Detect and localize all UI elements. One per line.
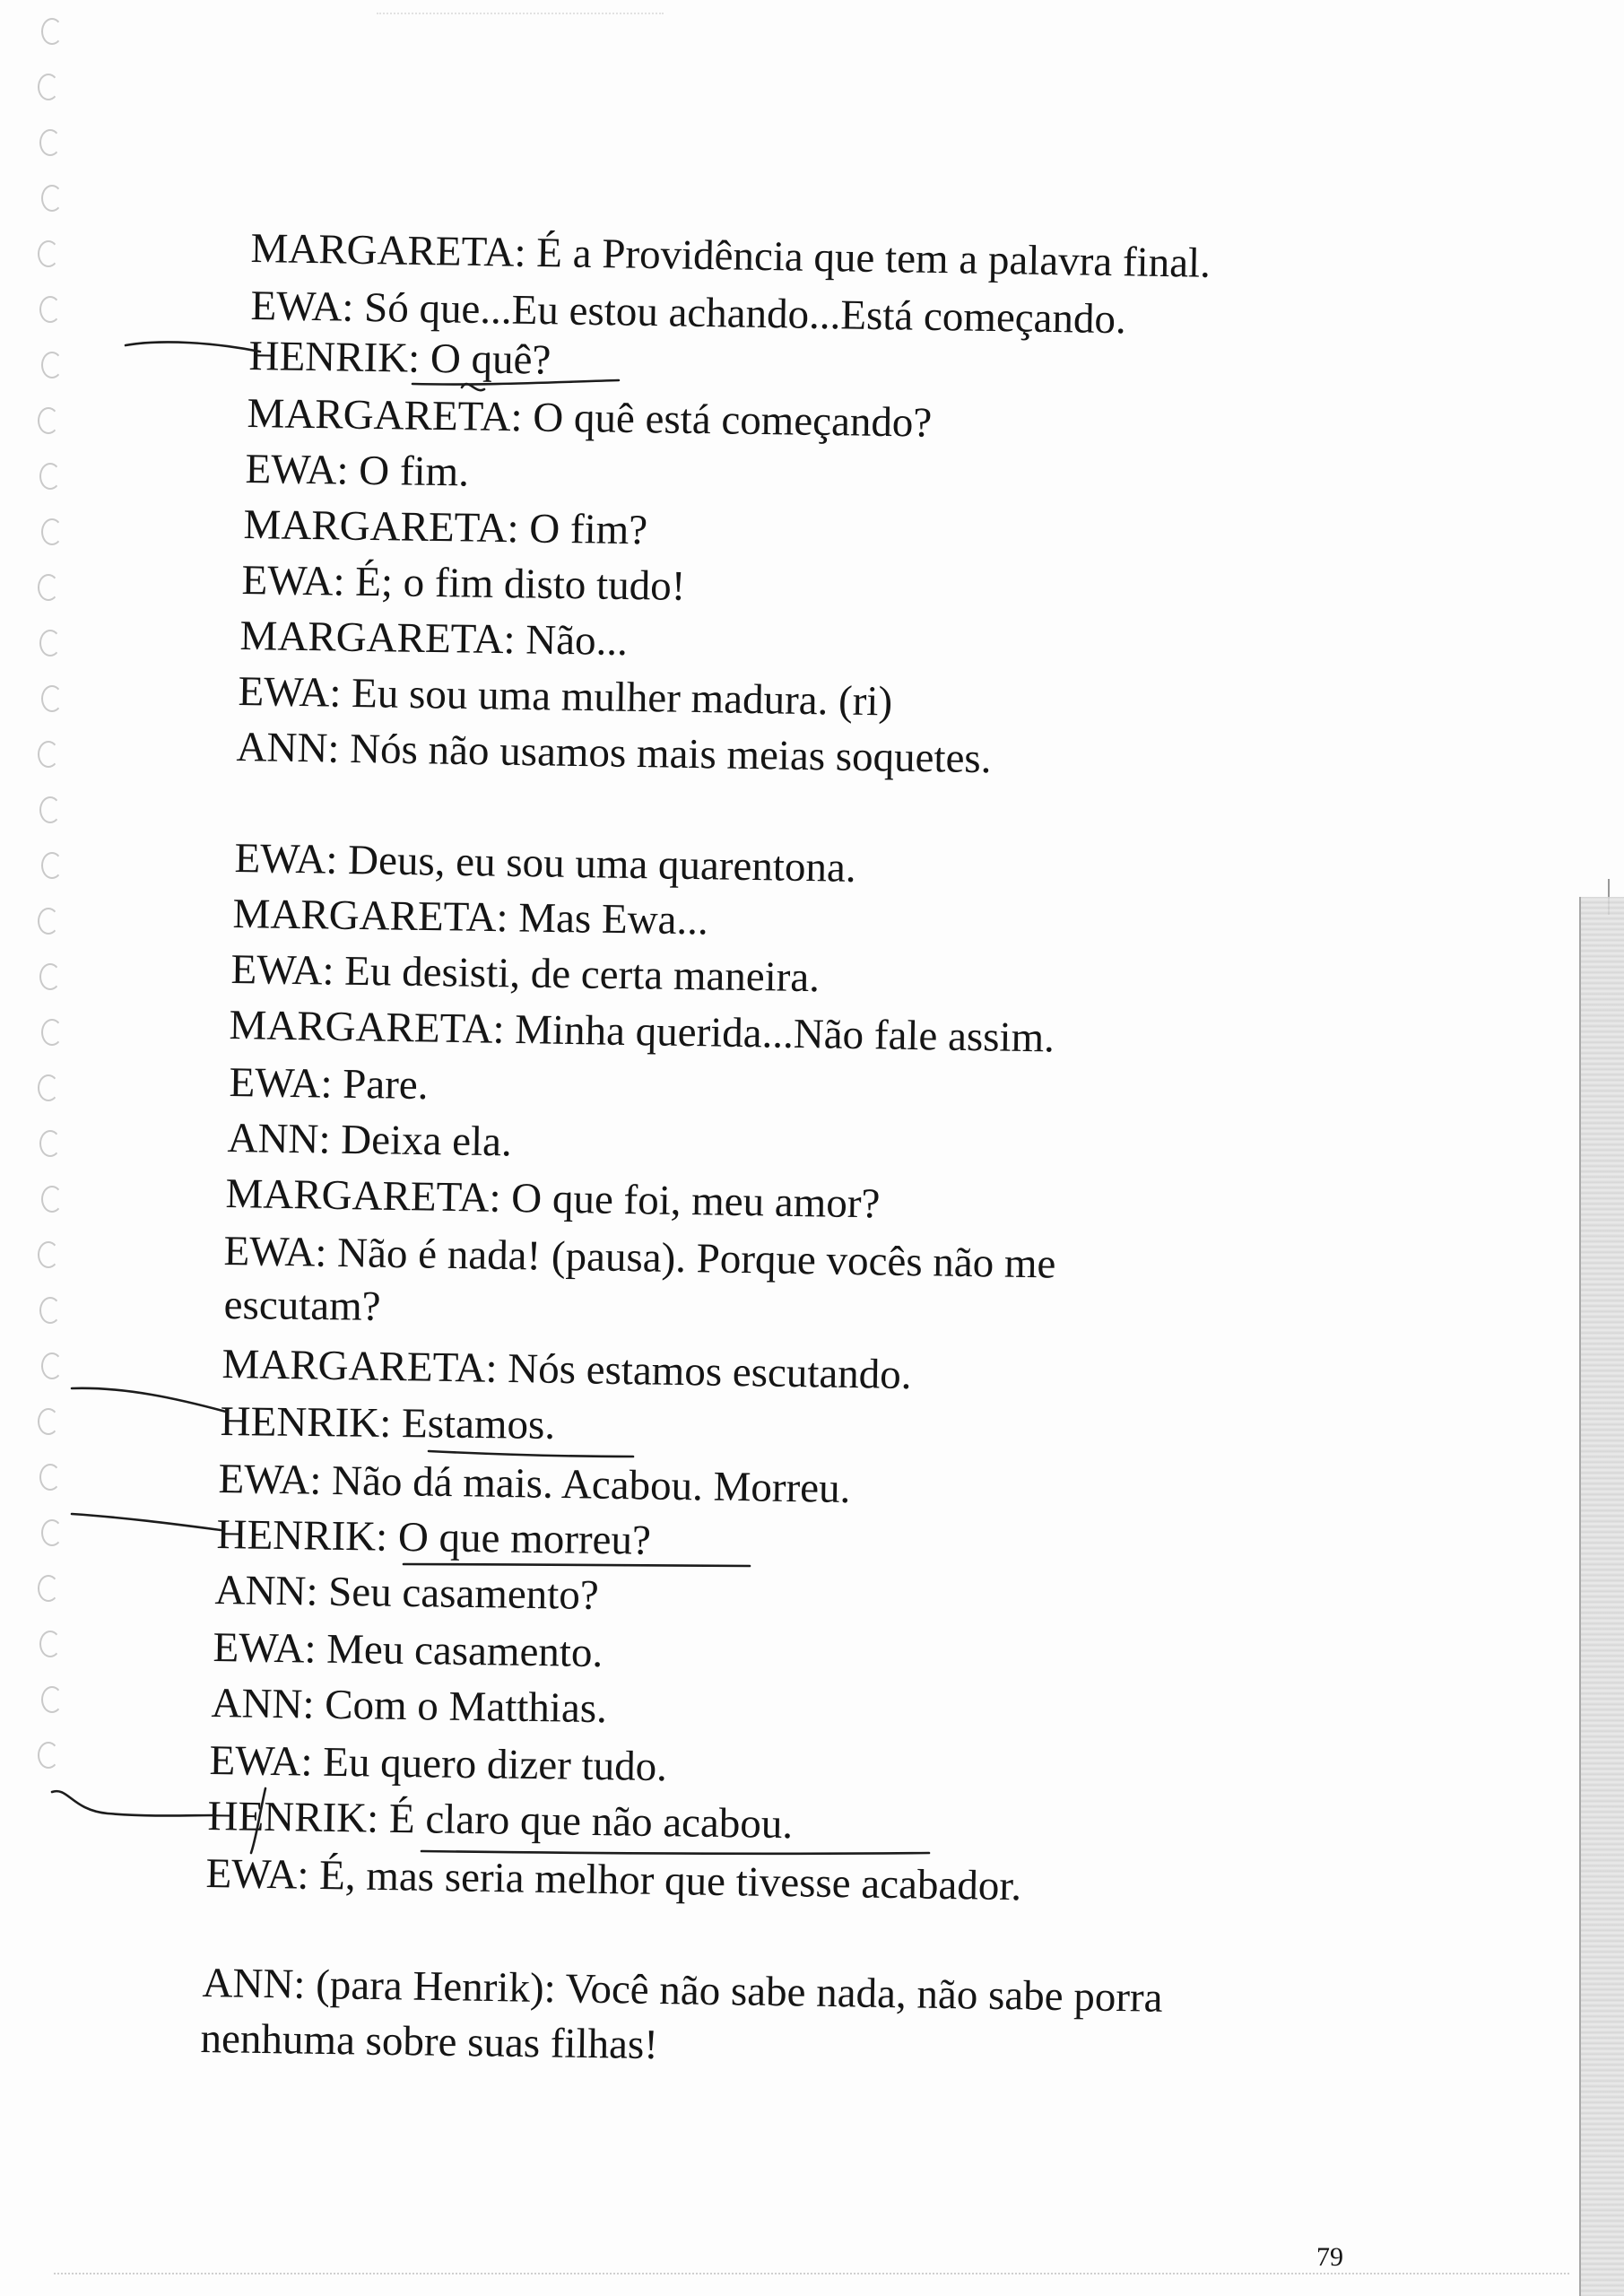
dialogue-line: EWA: Não é nada! (pausa). Porque vocês não me (223, 1227, 1056, 1288)
pen-arrow-line (72, 1514, 221, 1530)
dialogue-line: MARGARETA: Não... (239, 612, 629, 665)
dialogue-line: ANN: (para Henrik): Você não sabe nada, não sabe porra (202, 1959, 1163, 2022)
dialogue-line: EWA: Deus, eu sou uma quarentona. (234, 834, 856, 891)
pen-arrow-line (72, 1388, 226, 1412)
dialogue-line: HENRIK: É claro que não acabou. (207, 1792, 794, 1848)
dialogue-line: EWA: Eu sou uma mulher madura. (ri) (238, 667, 893, 726)
dialogue-line: MARGARETA: O quê está começando? (247, 389, 933, 447)
dialogue-line: nenhuma sobre suas filhas! (200, 2015, 659, 2069)
dialogue-line: EWA: Eu quero dizer tudo. (209, 1736, 668, 1791)
dialogue-line: ANN: Deixa ela. (227, 1114, 513, 1166)
page-number: 79 (1316, 2242, 1343, 2272)
dialogue-line: HENRIK: O que morreu? (216, 1510, 652, 1564)
dialogue-line: MARGARETA: Mas Ewa... (232, 890, 709, 944)
dialogue-line: EWA: Não dá mais. Acabou. Morreu. (218, 1455, 851, 1513)
dialogue-line: escutam? (223, 1282, 381, 1330)
pen-stroke (251, 1788, 265, 1853)
dialogue-line: ANN: Seu casamento? (214, 1566, 600, 1619)
dialogue-line: MARGARETA: O que foi, meu amor? (225, 1170, 881, 1228)
dialogue-line: EWA: Só que...Eu estou achando...Está começando. (250, 282, 1127, 344)
pen-underline (429, 1451, 633, 1457)
pen-underline (413, 380, 619, 385)
dialogue-line: EWA: Pare. (229, 1058, 429, 1109)
dialogue-line: EWA: Meu casamento. (213, 1623, 604, 1677)
dialogue-line: MARGARETA: O fim? (243, 500, 648, 554)
dialogue-line: EWA: É; o fim disto tudo! (241, 556, 686, 610)
pen-underline (404, 1564, 750, 1566)
dialogue-line: HENRIK: Estamos. (220, 1398, 556, 1448)
dialogue-line: EWA: Eu desisti, de certa maneira. (230, 945, 821, 1002)
dialogue-line: MARGARETA: É a Providência que tem a palavra final. (250, 224, 1211, 287)
dialogue-line: MARGARETA: Nós estamos escutando. (221, 1340, 912, 1399)
pen-underline (421, 1851, 929, 1854)
dialogue-line: ANN: Com o Matthias. (211, 1679, 608, 1733)
pen-arrow-line (52, 1791, 213, 1815)
dialogue-line: EWA: É, mas seria melhor que tivesse acabador. (205, 1849, 1022, 1910)
dialogue-line: ANN: Nós não usamos mais meias soquetes. (236, 723, 992, 783)
pen-arrow-line (126, 342, 260, 352)
dialogue-line: EWA: O fim. (245, 445, 470, 496)
dialogue-line: MARGARETA: Minha querida...Não fale assim. (229, 1001, 1055, 1062)
dialogue-line: HENRIK: O quê? (248, 332, 551, 384)
scan-noise-bottom (54, 2273, 1569, 2274)
